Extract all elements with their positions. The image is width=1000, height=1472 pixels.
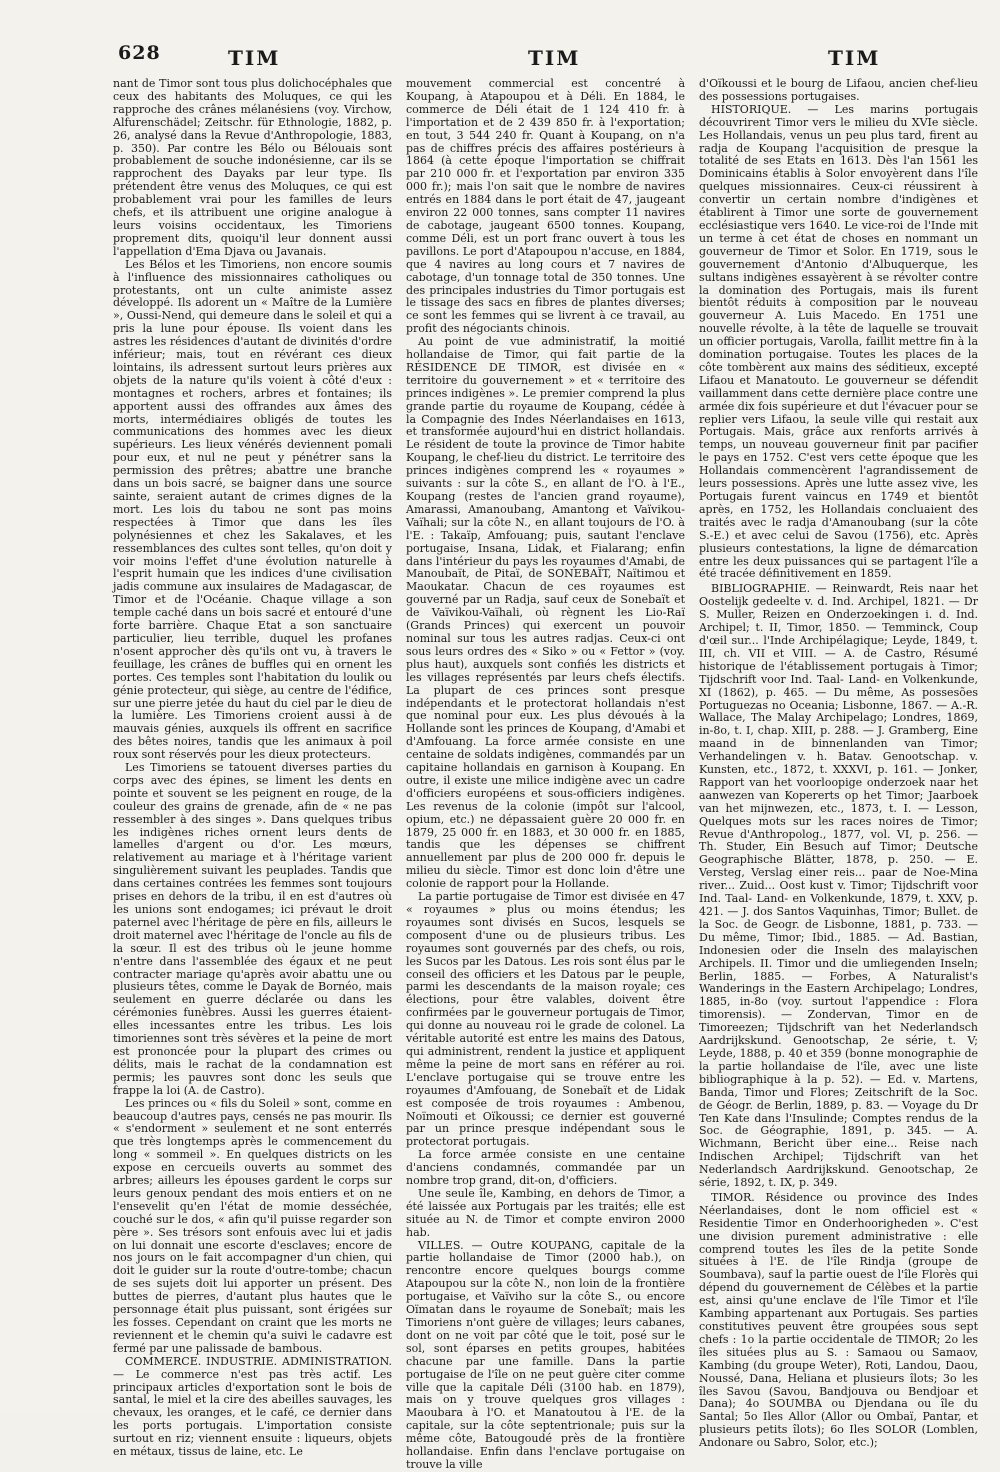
paragraph: Une seule île, Kambing, en dehors de Timor, a été laissée aux Portugais par les traités; elle est située au N. de Timor et compte environ 2000 hab. [406,1186,685,1239]
section-historique: HISTORIQUE. — Les marins portugais découvrirent Timor vers le milieu du XVIe siècle. Les Hollandais, venus un peu plus tard, firent au radja de Koupang l'acquisition de presque la totalité de ses Etats en 1613. Dès l'an 1561 les Dominicains établis à Solor envoyèrent dans l'île quelques missionnaires. Ceux-ci réussirent à convertir un certain nombre d'indigènes et établirent à Timor une sorte de gouvernement ecclésiastique vers 1640. Le vice-roi de l'Inde mit un terme à cet état de choses en nommant un gouverneur de Timor et Solor. En 1719, sous le gouvernement d'Antonio d'Albuquerque, les sultans indigènes essayèrent à se révolter contre la domination des Portugais, mais ils furent bientôt réduits à composition par le nouveau gouverneur A. Luis Macedo. En 1751 une nouvelle révolte, à la tête de laquelle se trouvait un officier portugais, Varolla, faillit mettre fin à la domination portugaise. Toutes les places de la côte tombèrent aux mains des séditieux, excepté Lifaou et Manatouto. Le gouverneur se défendit vaillamment dans cette dernière place contre une armée dix fois supérieure et dut l'évacuer pour se replier vers Lifaou, la seule ville qui restait aux Portugais. Mais, grâce aux renforts arrivés à temps, un nouveau gouverneur finit par pacifier le pays en 1752. C'est vers cette époque que les Hollandais commencèrent l'agrandissement de leurs possessions. Après une lutte assez vive, les Portugais furent vaincus en 1749 et bientôt après, en 1752, les Hollandais concluaient des traités avec le radja d'Amanoubang (sur la côte S.-E.) et avec celui de Savou (1756), etc. Après plusieurs contestations, la ligne de démarcation entre les deux puissances qui se partagent l'île a été tracée définitivement en 1859. [699,102,978,581]
column-middle [406,77,685,1471]
running-head-right: TIM [828,46,881,70]
section-bibliographie: BIBLIOGRAPHIE. — Reinwardt, Reis naar het Oostelijk gedeelte v. d. Ind. Archipel, 1821. — Dr S. Muller, Reizen en Onderzoekingen i. d. Ind. Archipel; t. II, Timor, 1850. — Temminck, Coup d'œil sur... l'Inde Archipélagique; Leyde, 1849, t. III, ch. VII et VIII. — A. de Castro, Résumé historique de l'établissement portugais à Timor; Tijdschrift voor Ind. Taal- Land- en Volkenkunde, XI (1862), p. 465. — Du même, As possesões Portuguezas no Oceania; Lisbonne, 1867. — A.-R. Wallace, The Malay Archipelago; Londres, 1869, in-8o, t. I, chap. XIII, p. 288. — J. Gramberg, Eine maand in de binnenlanden van Timor; Verhandelingen v. h. Batav. Genootschap. v. Kunsten, etc., 1872, t. XXXVI, p. 161. — Jonker, Rapport van het voorloopige onderzoek naar het aanwezen van Kopererts op het Timor; Jaarboek van het mijnwezen, etc., 1873, t. I. — Lesson, Quelques mots sur les races noires de Timor; Revue d'Anthropolog., 1877, vol. VI, p. 256. — Th. Studer, Ein Besuch auf Timor; Deutsche Geographische Blätter, 1878, p. 250. — E. Versteg, Verslag einer reis... paar de Noe-Mina river... Zuid... Oost kust v. Timor; Tijdschrift voor Ind. Taal- Land- en Volkenkunde, 1879, t. XXV, p. 421. — J. dos Santos Vaquinhas, Timor; Bullet. de la Soc. de Geogr. de Lisbonne, 1881, p. 733. — Du même, Timor; Ibid., 1885. — Ad. Bastian, Indonesien oder die Inseln des malayischen Archipels. II. Timor und die umliegenden Inseln; Berlin, 1885. — Forbes, A Naturalist's Wanderings in the Eastern Archipelago; Londres, 1885, in-8o (voy. surtout l'appendice : Flora timorensis). — Zondervan, Timor en de Timoreezen; Tijdschrift van het Nederlandsch Aardrijkskund. Genootschap, 2e série, t. V; Leyde, 1888, p. 40 et 359 (bonne monographie de la partie hollandaise de l'île, avec une liste bibliographique à la p. 52). — Ed. v. Martens, Banda, Timor und Flores; Zeitschrift de la Soc. de Géogr. de Berlin, 1889, p. 83. — Voyage du Dr Ten Kate dans l'Insulinde; Comptes rendus de la Soc. de Géographie, 1891, p. 345. — A. Wichmann, Bericht über eine... Reise nach Indischen Archipel; Tijdschrift van het Nederlandsch Aardrijkskund. Genootschap, 2e série, 1892, t. IX, p. 349. [699,582,978,1190]
paragraph: Les Timoriens se tatouent diverses parties du corps avec des épines, se liment les dents en pointe et souvent se les peignent en rouge, de la couleur des grains de grenade, afin de « ne pas ressembler à des singes ». Dans quelques tribus les indigènes riches ornent leurs dents de lamelles d'argent ou d'or. Les mœurs, relativement au mariage et à l'héritage varient singulièrement suivant les peuplades. Tandis que dans certaines contrées les femmes sont toujours prises en dehors de la tribu, il en est d'autres où les unions sont endogames; ici prévaut le droit paternel avec l'héritage de père en fils, ailleurs le droit maternel avec l'héritage de l'oncle au fils de la sœur. Il est des tribus où le jeune homme n'entre dans l'assemblée des égaux et ne peut contracter mariage qu'après avoir abattu une ou plusieurs têtes, comme le Dayak de Bornéo, mais seulement en guerre déclarée ou dans les cérémonies funèbres. Aussi les guerres étaient-elles incessantes entre les tribus. Les lois timoriennes sont très sévères et la peine de mort est prononcée pour la plupart des crimes ou délits, mais le rachat de la condamnation est permis; les pauvres sont donc les seuls que frappe la loi (A. de Castro). [113,761,392,1097]
running-head-left: TIM [228,46,281,70]
section-commerce: COMMERCE. INDUSTRIE. ADMINISTRATION. — Le commerce n'est pas très actif. Les principaux articles d'exportation sont le bois de santal, le miel et la cire des abeilles sauvages, les chevaux, les oranges, et le café, ce dernier dans les ports portugais. L'importation consiste surtout en riz; viennent ensuite : liqueurs, objets en métaux, tissus de laine, etc. Le [113,1354,392,1459]
paragraph: La partie portugaise de Timor est divisée en 47 « royaumes » plus ou moins étendus; les royaumes sont divisés en Sucos, lesquels se composent d'une ou de plusieurs tribus. Les royaumes sont gouvernés par des chefs, ou rois, les Sucos par les Datous. Les rois sont élus par le conseil des officiers et les Datous par le peuple, parmi les descendants de la maison royale; ces élections, pour être valables, doivent être confirmées par le gouverneur portugais de Timor, qui donne au nouveau roi le grade de colonel. La véritable autorité est entre les mains des Datous, qui administrent, rendent la justice et appliquent même la peine de mort sans en référer au roi. L'enclave portugaise qui se trouve entre les royaumes d'Amfouang, de Sonebaït et de Lidak est composée de trois royaumes : Ambenou, Noïmouti et Oïkoussi; ce dernier est gouverné par un prince presque indépendant sous le protectorat portugais. [406,890,685,1149]
column-right [699,77,978,1450]
paragraph: Au point de vue administratif, la moitié hollandaise de Timor, qui fait partie de la RÉSIDENCE DE TIMOR, est divisée en « territoire du gouvernement » et « territoire des princes indigènes ». Le premier comprend la plus grande partie du royaume de Koupang, cédée à la Compagnie des Indes Néerlandaises en 1613, et transformée aujourd'hui en district hollandais. Le résident de toute la province de Timor habite Koupang, le chef-lieu du district. Le territoire des princes indigènes comprend les « royaumes » suivants : sur la côte S., en allant de l'O. à l'E., Koupang (restes de l'ancien grand royaume), Amarassi, Amanoubang, Amantong et Vaïvikou-Vaïhali; sur la côte N., en allant toujours de l'O. à l'E. : Takaïp, Amfouang; puis, sautant l'enclave portugaise, Insana, Lidak, et Fialarang; enfin dans l'intérieur du pays les royaumes d'Amabi, de Manoubaït, de Pitaï, de SONEBAÏT, Naïtimou et Maoukatar. Chacun de ces royaumes est gouverné par un Radja, sauf ceux de Sonebaït et de Vaïvikou-Vaïhali, où règnent les Lio-Raï (Grands Princes) qui exercent un pouvoir nominal sur tous les autres radjas. Ceux-ci ont sous leurs ordres des « Siko » ou « Fettor » (voy. plus haut), auxquels sont confiés les districts et les villages représentés par leurs chefs électifs. La plupart de ces princes sont presque indépendants et le protectorat hollandais n'est que nominal pour eux. Les plus dévoués à la Hollande sont les princes de Koupang, d'Amabi et d'Amfouang. La force armée consiste en une centaine de soldats indigènes, commandés par un capitaine hollandais en garnison à Koupang. En outre, il existe une milice indigène avec un cadre d'officiers européens et sous-officiers indigènes. Les revenus de la colonie (impôt sur l'alcool, opium, etc.) ne dépassaient guère 20 000 fr. en 1879, 25 000 fr. en 1883, et 30 000 fr. en 1885, tandis que les dépenses se chiffrent annuellement par plus de 200 000 fr. depuis le milieu du siècle. Timor est donc loin d'être une colonie de rapport pour la Hollande. [406,335,685,891]
column-left [113,77,392,1459]
page-header [108,42,972,82]
page-number: 628 [118,42,161,64]
paragraph: mouvement commercial est concentré à Koupang, à Atapoupou et à Déli. En 1884, le commerce de Déli était de 1 124 410 fr. à l'importation et de 2 439 850 fr. à l'exportation; en tout, 3 544 240 fr. Quant à Koupang, on n'a pas de chiffres précis des affaires postérieurs à 1864 (à cette époque l'importation se chiffrait par 210 000 fr. et l'exportation par environ 335 000 fr.); mais l'on sait que le nombre de navires entrés en 1884 dans le port était de 47, jaugeant environ 22 000 tonnes, sans compter 11 navires de cabotage, jaugeant 6500 tonnes. Koupang, comme Déli, est un port franc ouvert à tous les pavillons. Le port d'Atapoupou n'accuse, en 1884, que 4 navires au long cours et 7 navires de cabotage, d'un tonnage total de 350 tonnes. Une des principales industries du Timor portugais est le tissage des sacs en fibres de plantes diverses; ce sont les femmes qui se livrent à ce travail, au profit des négociants chinois. [406,77,685,336]
section-villes: VILLES. — Outre KOUPANG, capitale de la partie hollandaise de Timor (2000 hab.), on rencontre encore quelques bourgs comme Atapoupou sur la côte N., non loin de la frontière portugaise, et Vaïviho sur la côte S., ou encore Oïmatan dans le royaume de Sonebaït; mais les Timoriens n'ont guère de villages; leurs cabanes, dont on ne voit par côté que le toit, posé sur le sol, sont éparses en petits groupes, habitées chacune par une famille. Dans la partie portugaise de l'île on ne peut guère citer comme ville que la capitale Déli (3100 hab. en 1879), mais on y trouve quelques gros villages : Maoubara à l'O. et Manatoutou à l'E. de la capitale, sur la côte septentrionale; puis sur la même côte, Batougoudé près de la frontière hollandaise. Enfin dans l'enclave portugaise on trouve la ville [406,1238,685,1471]
entry-timor-residence: TIMOR. Résidence ou province des Indes Néerlandaises, dont le nom officiel est « Residentie Timor en Onderhoorigheden ». C'est une division purement administrative : elle comprend toutes les îles de la petite Sonde situées à l'E. de l'île Rindja (groupe de Soumbava), sauf la partie ouest de l'île Florès qui dépend du gouvernement de Célèbes et la partie est, ainsi qu'une enclave de l'île Timor et l'île Kambing appartenant aux Portugais. Ses parties constitutives peuvent être groupées sous sept chefs : 1o la partie occidentale de TIMOR; 2o les îles situées plus au S. : Samaou ou Samaov, Kambing (du groupe Weter), Roti, Landou, Daou, Noussé, Dana, Heliana et plusieurs îlots; 3o les îles Savou (Savou, Bandjouva ou Bendjoar et Dana); 4o SOUMBA ou Djendana ou île du Santal; 5o Iles Allor (Allor ou Ombaï, Pantar, et plusieurs petits îlots); 6o Iles SOLOR (Lomblen, Andonare ou Sabro, Solor, etc.); [699,1190,978,1450]
paragraph: Les princes ou « fils du Soleil » sont, comme en beaucoup d'autres pays, censés ne pas mourir. Ils « s'endorment » seulement et ne sont enterrés que très longtemps après le commencement du long « sommeil ». En quelques districts on les expose en cercueils ouverts au sommet des arbres; ailleurs les épouses gardent le corps sur leurs genoux pendant des mois entiers et on ne l'ensevelit qu'en l'état de momie desséchée, couché sur le dos, « afin qu'il puisse regarder son père ». Ses trésors sont enfouis avec lui et jadis on lui donnait une escorte d'esclaves; encore de nos jours on le fait accompagner d'un chien, qui doit le guider sur la route d'outre-tombe; chacun de ses sujets doit lui apporter un présent. Des buttes de pierres, d'autant plus hautes que le personnage était plus puissant, sont érigées sur les fosses. Cependant on craint que les morts ne reviennent et le chemin qu'a suivi le cadavre est fermé par une palissade de bambous. [113,1096,392,1355]
paragraph: nant de Timor sont tous plus dolichocéphales que ceux des habitants des Moluques, ce qui les rapproche des crânes mélanésiens (voy. Virchow, Alfurenschädel; Zeitschr. für Ethnologie, 1882, p. 26, analysé dans la Revue d'Anthropologie, 1883, p. 350). Par contre les Bélo ou Bélouais sont probablement de souche indonésienne, car ils se rapprochent des Dayaks par leur type. Ils prétendent être venus des Moluques, ce qui est probablement vrai pour les familles de leurs chefs, et ils attribuent une origine analogue à leurs voisins occidentaux, les Timoriens proprement dits, quoiqu'il leur donnent aussi l'appellation d'Ema Djava ou Javanais. [113,77,392,258]
paragraph: d'Oïkoussi et le bourg de Lifaou, ancien chef-lieu des possessions portugaises. [699,77,978,103]
running-head-center: TIM [528,46,581,70]
paragraph: La force armée consiste en une centaine d'anciens condamnés, commandée par un nombre trop grand, dit-on, d'officiers. [406,1148,685,1188]
text-columns [113,77,978,1471]
paragraph: Les Bélos et les Timoriens, non encore soumis à l'influence des missionnaires catholiques ou protestants, ont un culte animiste assez développé. Ils adorent un « Maître de la Lumière », Oussi-Nend, qui demeure dans le soleil et qui a pris la lune pour épouse. Ils voient dans les astres les résidences d'autant de divinités d'ordre inférieur; mais, tout en révérant ces dieux lointains, ils adressent surtout leurs prières aux objets de la nature qu'ils voient à côté d'eux : montagnes et rochers, arbres et fontaines; ils apportent aussi des offrandes aux âmes des morts, intermédiaires obligés de toutes les communications des hommes avec les dieux supérieurs. Les lieux vénérés deviennent pomali pour eux, et nul ne peut y pénétrer sans la permission des prêtres; abattre une branche dans un bois sacré, se baigner dans une source sainte, seraient autant de crimes dignes de la mort. Les lois du tabou ne sont pas moins respectées à Timor que dans les îles polynésiennes et chez les Sakalaves, et les ressemblances des cultes sont telles, qu'on doit y voir moins l'effet d'une évolution naturelle à l'esprit humain que les indices d'une civilisation jadis commune aux insulaires de Madagascar, de Timor et de l'Océanie. Chaque village a son temple caché dans un bois sacré et entouré d'une forte barrière. Chaque Etat a son sanctuaire particulier, lieu terrible, duquel les profanes n'osent approcher dès qu'ils ont vu, à travers le feuillage, les crânes de buffles qui en ornent les portes. Ces temples sont l'habitation du loulik ou génie protecteur, qui siège, au centre de l'édifice, sur une pierre jetée du haut du ciel par le dieu de la lumière. Les Timoriens croient aussi à de mauvais génies, auxquels ils offrent en sacrifice des bêtes noires, tandis que les animaux à poil roux sont réservés pour les dieux protecteurs. [113,257,392,762]
